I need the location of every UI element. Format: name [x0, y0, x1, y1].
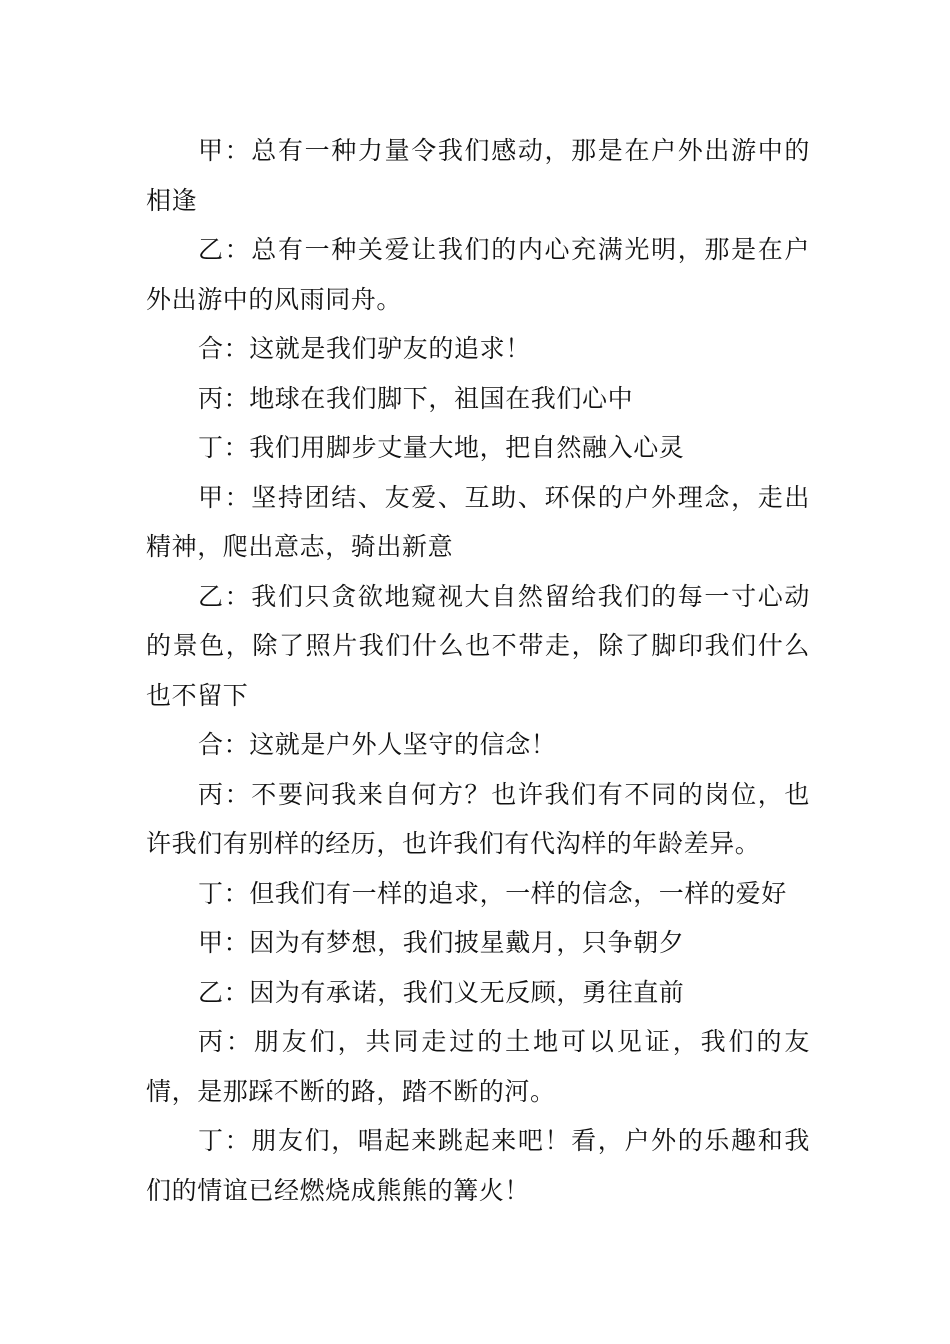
script-line-ding-2: 丁：但我们有一样的追求，一样的信念，一样的爱好	[198, 878, 787, 908]
script-line-yi-1: 乙：总有一种关爱让我们的内心充满光明，那是在户外出游中的风雨同舟。	[146, 235, 810, 314]
script-line-jia-1: 甲：总有一种力量令我们感动，那是在户外出游中的相逢	[146, 136, 810, 215]
script-line-jia-2: 甲：坚持团结、友爱、互助、环保的户外理念，走出精神，爬出意志，骑出新意	[146, 482, 810, 561]
script-text-block	[146, 126, 810, 1215]
script-line-ding-3: 丁：朋友们，唱起来跳起来吧！看，户外的乐趣和我们的情谊已经燃烧成熊熊的篝火！	[146, 1126, 810, 1205]
script-line-bing-1: 丙：地球在我们脚下，祖国在我们心中	[198, 383, 634, 413]
script-line-yi-3: 乙：因为有承诺，我们义无反顾，勇往直前	[198, 977, 685, 1007]
script-line-he-2: 合：这就是户外人坚守的信念！	[198, 730, 557, 759]
script-line-jia-3: 甲：因为有梦想，我们披星戴月，只争朝夕	[198, 928, 685, 957]
script-line-bing-3: 丙：朋友们，共同走过的土地可以见证，我们的友情，是那踩不断的路，踏不断的河。	[146, 1027, 810, 1106]
script-line-yi-2: 乙：我们只贪欲地窥视大自然留给我们的每一寸心动的景色，除了照片我们什么也不带走，除了脚印我们什么也不留下	[146, 581, 810, 710]
script-line-bing-2: 丙：不要问我来自何方？也许我们有不同的岗位，也许我们有别样的经历，也许我们有代沟样的年龄差异。	[146, 779, 810, 858]
script-line-he-1: 合：这就是我们驴友的追求！	[198, 334, 531, 363]
script-line-ding-1: 丁：我们用脚步丈量大地，把自然融入心灵	[198, 433, 685, 462]
